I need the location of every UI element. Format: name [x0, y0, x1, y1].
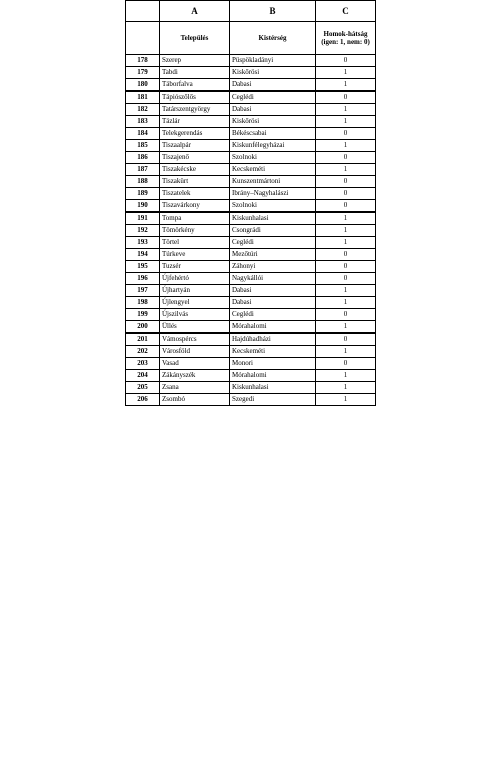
- row-number-cell: 188: [126, 176, 160, 188]
- row-number-cell: 201: [126, 333, 160, 346]
- settlement-cell: Üllés: [160, 321, 230, 334]
- row-number-cell: 203: [126, 358, 160, 370]
- sand-ridge-value-cell: 0: [316, 188, 376, 200]
- row-number-cell: 192: [126, 225, 160, 237]
- row-number-cell: 181: [126, 91, 160, 104]
- table-row: [126, 104, 376, 116]
- subregion-cell: Nagykállói: [230, 273, 316, 285]
- table-row: [126, 55, 376, 67]
- settlement-cell: Telekgerendás: [160, 128, 230, 140]
- settlement-cell: Törtel: [160, 237, 230, 249]
- header-settlement: Település: [160, 22, 230, 55]
- table-row: [126, 188, 376, 200]
- subregion-cell: Monori: [230, 358, 316, 370]
- settlement-cell: Tuzsér: [160, 261, 230, 273]
- row-number-cell: 198: [126, 297, 160, 309]
- table-row: [126, 273, 376, 285]
- sand-ridge-value-cell: 0: [316, 200, 376, 213]
- sand-ridge-value-cell: 1: [316, 297, 376, 309]
- column-letter-a: A: [160, 1, 230, 22]
- subregion-cell: Csongrádi: [230, 225, 316, 237]
- table-row: [126, 176, 376, 188]
- row-number-cell: 178: [126, 55, 160, 67]
- subregion-cell: Kiskunhalasi: [230, 382, 316, 394]
- table-row: [126, 346, 376, 358]
- settlement-cell: Tázlár: [160, 116, 230, 128]
- subregion-cell: Záhonyi: [230, 261, 316, 273]
- subregion-cell: Püspökladányi: [230, 55, 316, 67]
- row-number-cell: 180: [126, 79, 160, 92]
- sand-ridge-value-cell: 1: [316, 321, 376, 334]
- row-number-cell: 186: [126, 152, 160, 164]
- row-number-cell: 191: [126, 212, 160, 225]
- header-blank-cell: [126, 22, 160, 55]
- table-row: [126, 285, 376, 297]
- subregion-cell: Mezőtúri: [230, 249, 316, 261]
- settlement-cell: Tatárszentgyörgy: [160, 104, 230, 116]
- sand-ridge-value-cell: 1: [316, 394, 376, 406]
- table-row: [126, 358, 376, 370]
- subregion-cell: Békéscsabai: [230, 128, 316, 140]
- data-table: [125, 0, 376, 406]
- settlement-cell: Táborfalva: [160, 79, 230, 92]
- subregion-cell: Szolnoki: [230, 152, 316, 164]
- corner-cell: [126, 1, 160, 22]
- subregion-cell: Szolnoki: [230, 200, 316, 213]
- row-number-cell: 190: [126, 200, 160, 213]
- column-letter-b: B: [230, 1, 316, 22]
- table-row: [126, 309, 376, 321]
- settlement-cell: Túrkeve: [160, 249, 230, 261]
- table-row: [126, 321, 376, 334]
- sand-ridge-value-cell: 0: [316, 152, 376, 164]
- table-row: [126, 394, 376, 406]
- subregion-cell: Dabasi: [230, 104, 316, 116]
- settlement-cell: Tömörkény: [160, 225, 230, 237]
- table-row: [126, 382, 376, 394]
- settlement-cell: Zsombó: [160, 394, 230, 406]
- subregion-cell: Ceglédi: [230, 237, 316, 249]
- table-row: [126, 249, 376, 261]
- subregion-cell: Dabasi: [230, 285, 316, 297]
- settlement-cell: Zákányszék: [160, 370, 230, 382]
- sand-ridge-value-cell: 1: [316, 346, 376, 358]
- settlement-cell: Szerep: [160, 55, 230, 67]
- table-row: [126, 261, 376, 273]
- settlement-cell: Tiszakürt: [160, 176, 230, 188]
- table-row: [126, 370, 376, 382]
- subregion-cell: Kecskeméti: [230, 346, 316, 358]
- column-letter-c: C: [316, 1, 376, 22]
- sand-ridge-value-cell: 1: [316, 104, 376, 116]
- settlement-cell: Tompa: [160, 212, 230, 225]
- subregion-cell: Kecskeméti: [230, 164, 316, 176]
- subregion-cell: Kunszentmártoni: [230, 176, 316, 188]
- row-number-cell: 199: [126, 309, 160, 321]
- header-sand-ridge: Homok-hátság (igen: 1, nem: 0): [316, 22, 376, 55]
- sand-ridge-value-cell: 1: [316, 79, 376, 92]
- row-number-cell: 202: [126, 346, 160, 358]
- settlement-cell: Tabdi: [160, 67, 230, 79]
- sand-ridge-value-cell: 1: [316, 67, 376, 79]
- column-letter-row: [126, 1, 376, 22]
- row-number-cell: 196: [126, 273, 160, 285]
- sand-ridge-value-cell: 0: [316, 55, 376, 67]
- settlement-cell: Zsana: [160, 382, 230, 394]
- table-row: [126, 79, 376, 92]
- row-number-cell: 189: [126, 188, 160, 200]
- row-number-cell: 193: [126, 237, 160, 249]
- table-body: [126, 55, 376, 406]
- subregion-cell: Kiskőrösi: [230, 67, 316, 79]
- subregion-cell: Ibrány–Nagyhalászi: [230, 188, 316, 200]
- table-row: [126, 140, 376, 152]
- table-row: [126, 128, 376, 140]
- row-number-cell: 206: [126, 394, 160, 406]
- column-header-row: [126, 22, 376, 55]
- sand-ridge-value-cell: 1: [316, 212, 376, 225]
- subregion-cell: Kiskunhalasi: [230, 212, 316, 225]
- row-number-cell: 200: [126, 321, 160, 334]
- row-number-cell: 194: [126, 249, 160, 261]
- sand-ridge-value-cell: 0: [316, 128, 376, 140]
- settlement-cell: Újhartyán: [160, 285, 230, 297]
- table-row: [126, 91, 376, 104]
- subregion-cell: Ceglédi: [230, 309, 316, 321]
- sand-ridge-value-cell: 1: [316, 370, 376, 382]
- row-number-cell: 197: [126, 285, 160, 297]
- settlement-cell: Tiszavárkony: [160, 200, 230, 213]
- sand-ridge-value-cell: 0: [316, 176, 376, 188]
- settlement-cell: Újfehértó: [160, 273, 230, 285]
- row-number-cell: 182: [126, 104, 160, 116]
- table-row: [126, 297, 376, 309]
- subregion-cell: Hajdúhadházi: [230, 333, 316, 346]
- settlement-cell: Tápiószőlős: [160, 91, 230, 104]
- sand-ridge-value-cell: 0: [316, 309, 376, 321]
- row-number-cell: 179: [126, 67, 160, 79]
- subregion-cell: Kiskőrösi: [230, 116, 316, 128]
- settlement-cell: Tiszakécske: [160, 164, 230, 176]
- table-row: [126, 212, 376, 225]
- sand-ridge-value-cell: 1: [316, 382, 376, 394]
- table-row: [126, 237, 376, 249]
- settlement-cell: Tiszaalpár: [160, 140, 230, 152]
- table-row: [126, 333, 376, 346]
- table-row: [126, 225, 376, 237]
- table-row: [126, 116, 376, 128]
- row-number-cell: 185: [126, 140, 160, 152]
- row-number-cell: 184: [126, 128, 160, 140]
- settlement-cell: Tiszatelek: [160, 188, 230, 200]
- settlement-cell: Újszilvás: [160, 309, 230, 321]
- settlement-cell: Újlengyel: [160, 297, 230, 309]
- row-number-cell: 195: [126, 261, 160, 273]
- row-number-cell: 183: [126, 116, 160, 128]
- subregion-cell: Kiskunfélegyházai: [230, 140, 316, 152]
- table-row: [126, 152, 376, 164]
- settlement-cell: Tiszajenő: [160, 152, 230, 164]
- sand-ridge-value-cell: 1: [316, 164, 376, 176]
- sand-ridge-value-cell: 1: [316, 237, 376, 249]
- table-row: [126, 164, 376, 176]
- subregion-cell: Mórahalomi: [230, 321, 316, 334]
- header-subregion: Kistérség: [230, 22, 316, 55]
- sand-ridge-value-cell: 1: [316, 225, 376, 237]
- sand-ridge-value-cell: 0: [316, 333, 376, 346]
- sand-ridge-value-cell: 0: [316, 261, 376, 273]
- sand-ridge-value-cell: 0: [316, 273, 376, 285]
- sand-ridge-value-cell: 1: [316, 116, 376, 128]
- subregion-cell: Mórahalomi: [230, 370, 316, 382]
- settlement-cell: Városföld: [160, 346, 230, 358]
- table-row: [126, 67, 376, 79]
- subregion-cell: Ceglédi: [230, 91, 316, 104]
- sand-ridge-value-cell: 0: [316, 358, 376, 370]
- sand-ridge-value-cell: 1: [316, 140, 376, 152]
- sand-ridge-value-cell: 0: [316, 249, 376, 261]
- sand-ridge-value-cell: 0: [316, 91, 376, 104]
- settlement-cell: Vámospércs: [160, 333, 230, 346]
- settlement-cell: Vasad: [160, 358, 230, 370]
- row-number-cell: 187: [126, 164, 160, 176]
- row-number-cell: 205: [126, 382, 160, 394]
- subregion-cell: Dabasi: [230, 79, 316, 92]
- table-row: [126, 200, 376, 213]
- row-number-cell: 204: [126, 370, 160, 382]
- subregion-cell: Szegedi: [230, 394, 316, 406]
- subregion-cell: Dabasi: [230, 297, 316, 309]
- sand-ridge-value-cell: 1: [316, 285, 376, 297]
